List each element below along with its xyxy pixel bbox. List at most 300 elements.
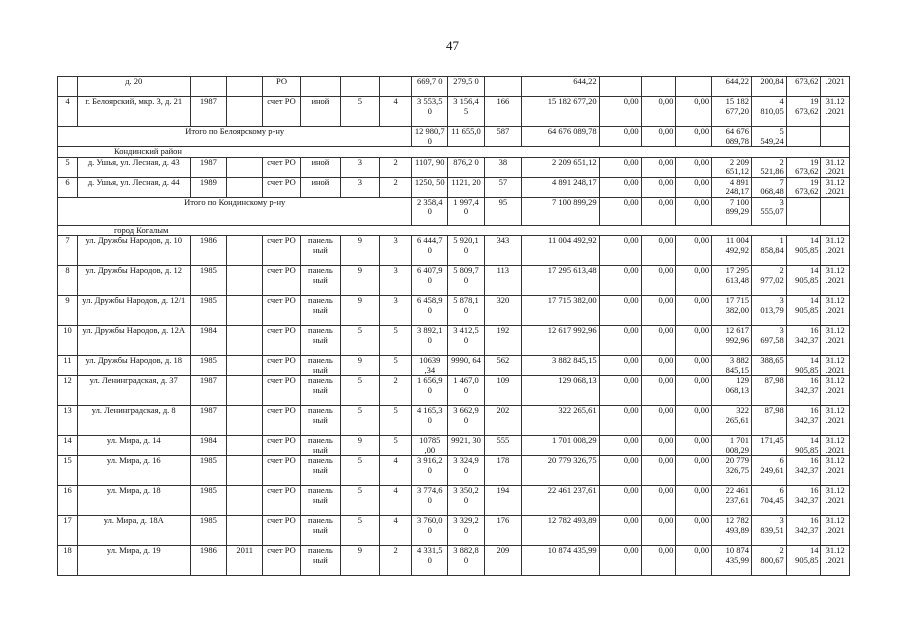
table-cell: 320 [484,296,521,326]
table-cell: ул. Дружбы Народов, д. 10 [77,236,190,266]
table-cell: 2 358,4 0 [412,197,448,225]
table-cell: 200,84 [752,77,787,97]
table-cell: 7 [58,236,78,266]
table-cell: панель ный [300,326,340,356]
table-cell: ул. Дружбы Народов, д. 12/1 [77,296,190,326]
table-cell: 16 342,37 [786,406,821,436]
table-cell: 5 [379,356,412,376]
table-cell: 31.12 .2021 [821,266,850,296]
table-cell: 0,00 [599,326,641,356]
total-row [58,197,850,225]
table-cell: 5 [379,436,412,456]
table-cell: ул. Дружбы Народов, д. 12 [77,266,190,296]
table-cell: 3 [379,266,412,296]
table-cell: 5 [340,376,379,406]
table-cell: 2 [379,157,412,177]
table-cell: 1 656,9 0 [412,376,448,406]
table-cell: 0,00 [676,356,712,376]
table-cell: 14 905,85 [786,266,821,296]
table-cell: 12 782 493,89 [521,516,599,546]
table-cell: 87,98 [752,406,787,436]
table-cell [227,356,263,376]
table-cell: 9921, 30 [448,436,485,456]
table-cell: 12 617 992,96 [521,326,599,356]
table-cell: 3 882 845,15 [712,356,752,376]
table-cell: 10 [58,326,78,356]
table-cell: панель ный [300,486,340,516]
table-cell: 5 [340,486,379,516]
table-row [58,236,850,266]
table-cell: 11 004 492,92 [521,236,599,266]
table-cell: 0,00 [641,236,676,266]
table-row [58,97,850,127]
table-cell: 0,00 [641,516,676,546]
table-cell: 16 342,37 [786,456,821,486]
table-cell: 14 905,85 [786,236,821,266]
table-cell: 31.12 .2021 [821,236,850,266]
table-cell: 1984 [190,326,227,356]
table-cell: 322 265,61 [521,406,599,436]
table-cell: 0,00 [676,236,712,266]
table-cell: 0,00 [599,197,641,225]
table-cell: 1986 [190,236,227,266]
table-cell: 2 [379,177,412,197]
table-cell: 0,00 [599,436,641,456]
table-cell: 2 [379,376,412,406]
table-cell: 0,00 [599,177,641,197]
table-row [58,177,850,197]
table-cell: 18 [58,546,78,576]
table-cell: 4 [379,516,412,546]
table-cell: 1985 [190,266,227,296]
table-cell: 1987 [190,97,227,127]
table-row [58,266,850,296]
table-cell [58,77,78,97]
table-cell: 14 905,85 [786,356,821,376]
table-cell: 1121, 20 [448,177,485,197]
table-cell: 9 [340,236,379,266]
table-cell: 22 461 237,61 [712,486,752,516]
table-cell: 1985 [190,516,227,546]
table-cell: 5 809,7 0 [448,266,485,296]
table-cell: 0,00 [676,376,712,406]
table-cell: 20 779 326,75 [521,456,599,486]
table-cell [599,77,641,97]
table-cell: 3 350,2 0 [448,486,485,516]
table-cell: иной [300,177,340,197]
table-cell: 0,00 [641,266,676,296]
table-cell: 31.12 .2021 [821,486,850,516]
table-cell: 10785 ,00 [412,436,448,456]
table-cell: 5 920,1 0 [448,236,485,266]
table-cell: 31.12 .2021 [821,296,850,326]
table-cell: 0,00 [641,157,676,177]
table-cell: .2021 [821,77,850,97]
table-cell: 9 [340,436,379,456]
table-cell: 178 [484,456,521,486]
table-cell: 15 [58,456,78,486]
housing-table [57,76,850,576]
table-cell: счет РО [263,97,301,127]
table-cell: ул. Мира, д. 14 [77,436,190,456]
table-cell: 12 [58,376,78,406]
table-cell: счет РО [263,516,301,546]
table-cell [227,157,263,177]
table-cell: 31.12 .2021 [821,97,850,127]
table-cell: 0,00 [599,406,641,436]
table-cell: 2 977,02 [752,266,787,296]
table-cell: 1989 [190,177,227,197]
table-cell: 3 412,5 0 [448,326,485,356]
table-cell: 0,00 [599,486,641,516]
table-cell [227,77,263,97]
table-cell: д. 20 [77,77,190,97]
table-cell: 12 980,7 0 [412,127,448,147]
table-cell: 31.12 .2021 [821,376,850,406]
table-row [58,326,850,356]
table-cell: 14 [58,436,78,456]
table-cell: 5 [58,157,78,177]
table-cell: 5 [379,326,412,356]
table-row [58,376,850,406]
table-cell: 11 [58,356,78,376]
table-cell: 17 295 613,48 [712,266,752,296]
total-row [58,127,850,147]
table-cell: 1107, 90 [412,157,448,177]
table-cell: 3 760,0 0 [412,516,448,546]
table-cell: 4 331,5 0 [412,546,448,576]
table-row [58,516,850,546]
table-cell: 555 [484,436,521,456]
table-cell: 12 617 992,96 [712,326,752,356]
table-cell: 0,00 [599,97,641,127]
table-cell [786,127,821,147]
table-cell: 669,7 0 [412,77,448,97]
table-cell: 0,00 [676,436,712,456]
table-cell: 9 [340,296,379,326]
table-cell: панель ный [300,436,340,456]
table-cell: 31.12 .2021 [821,436,850,456]
table-cell: счет РО [263,296,301,326]
table-cell: 5 [340,97,379,127]
table-cell [227,516,263,546]
table-cell: панель ный [300,546,340,576]
table-cell: 0,00 [641,177,676,197]
table-cell: 14 905,85 [786,546,821,576]
table-cell: 11 004 492,92 [712,236,752,266]
table-cell: панель ный [300,516,340,546]
table-cell: 3 [379,296,412,326]
table-cell: 1987 [190,376,227,406]
table-cell: 129 068,13 [712,376,752,406]
table-cell: 1985 [190,456,227,486]
table-cell [786,197,821,225]
table-row [58,406,850,436]
table-cell: ул. Мира, д. 19 [77,546,190,576]
table-cell: 2 [379,546,412,576]
table-cell: 38 [484,157,521,177]
table-cell: 209 [484,546,521,576]
table-cell: иной [300,97,340,127]
table-cell: 31.12 .2021 [821,356,850,376]
table-cell: 113 [484,266,521,296]
table-cell: 0,00 [641,296,676,326]
table-cell: 176 [484,516,521,546]
table-row [58,456,850,486]
table-cell: 31.12 .2021 [821,516,850,546]
table-cell [641,77,676,97]
table-cell: 0,00 [676,296,712,326]
table-cell: 9 [340,356,379,376]
table-cell: счет РО [263,157,301,177]
table-cell: 10639 ,34 [412,356,448,376]
table-cell: д. Ушья, ул. Лесная, д. 43 [77,157,190,177]
table-cell: панель ный [300,266,340,296]
table-cell: ул. Ленинградская, д. 37 [77,376,190,406]
table-cell: 31.12 .2021 [821,157,850,177]
table-cell: 9 [340,546,379,576]
table-cell: 7 100 899,29 [521,197,599,225]
table-cell: 562 [484,356,521,376]
table-cell: 3 882 845,15 [521,356,599,376]
table-cell: д. Ушья, ул. Лесная, д. 44 [77,177,190,197]
table-cell: 2 800,67 [752,546,787,576]
table-cell: 9 [340,266,379,296]
table-cell: 0,00 [676,546,712,576]
table-cell: ул. Ленинградская, д. 8 [77,406,190,436]
table-cell: 19 673,62 [786,177,821,197]
table-cell: 4 810,05 [752,97,787,127]
table-cell: счет РО [263,266,301,296]
table-cell: 0,00 [599,356,641,376]
table-cell: 64 676 089,78 [521,127,599,147]
table-cell: 9990, 64 [448,356,485,376]
table-cell [227,296,263,326]
table-cell [227,406,263,436]
table-cell: 5 [340,516,379,546]
table-cell: 1 997,4 0 [448,197,485,225]
table-cell: 3 [340,157,379,177]
table-cell: 3 [379,236,412,266]
table-cell: счет РО [263,486,301,516]
section-row [58,147,850,158]
table-cell: 13 [58,406,78,436]
table-cell: 31.12 .2021 [821,456,850,486]
table-cell: 0,00 [641,197,676,225]
table-cell: 10 874 435,99 [521,546,599,576]
table-cell: 0,00 [641,127,676,147]
table-cell: 0,00 [641,97,676,127]
table-cell: панель ный [300,236,340,266]
table-cell: 1985 [190,356,227,376]
table-cell: 5 [379,406,412,436]
table-cell [340,77,379,97]
table-cell: 4 [379,456,412,486]
table-cell: 6 458,9 0 [412,296,448,326]
table-cell: 876,2 0 [448,157,485,177]
table-cell [190,77,227,97]
table-cell: ул. Мира, д. 16 [77,456,190,486]
table-cell: 388,65 [752,356,787,376]
table-cell: 0,00 [641,546,676,576]
table-cell: 129 068,13 [521,376,599,406]
table-cell: 0,00 [676,486,712,516]
table-cell: счет РО [263,356,301,376]
table-cell: 2 209 651,12 [712,157,752,177]
total-label: Итого по Кондинскому р-ну [58,197,412,225]
table-cell: 16 342,37 [786,376,821,406]
table-cell: 3 882,8 0 [448,546,485,576]
table-cell: 0,00 [676,157,712,177]
table-cell: 0,00 [676,197,712,225]
table-cell: 17 295 613,48 [521,266,599,296]
table-cell: 0,00 [676,326,712,356]
table-cell: 3 329,2 0 [448,516,485,546]
table-cell: 644,22 [521,77,599,97]
table-cell: 12 782 493,89 [712,516,752,546]
table-cell: ул. Мира, д. 18 [77,486,190,516]
table-cell: 1 467,0 0 [448,376,485,406]
table-cell: панель ный [300,406,340,436]
table-cell: РО [263,77,301,97]
table-cell: 194 [484,486,521,516]
table-cell [227,266,263,296]
table-cell: 673,62 [786,77,821,97]
table-cell: 587 [484,127,521,147]
table-cell [227,456,263,486]
table-cell: 192 [484,326,521,356]
table-cell: 16 342,37 [786,516,821,546]
table-cell: 10 874 435,99 [712,546,752,576]
table-cell: г. Белоярский, мкр. 3, д. 21 [77,97,190,127]
table-cell: 2 521,86 [752,157,787,177]
table-cell: 0,00 [641,456,676,486]
section-title: город Когалым [58,225,850,236]
table-cell: 19 673,62 [786,97,821,127]
table-cell: 0,00 [641,486,676,516]
table-cell: 87,98 [752,376,787,406]
table-cell: 7 100 899,29 [712,197,752,225]
table-cell [227,97,263,127]
table-cell: 5 [340,406,379,436]
table-cell [227,236,263,266]
table-cell: 0,00 [599,516,641,546]
table-cell: 0,00 [599,376,641,406]
table-cell: 5 [340,326,379,356]
table-cell: 0,00 [599,236,641,266]
table-cell: 166 [484,97,521,127]
table-cell: 0,00 [599,157,641,177]
table-cell: 1986 [190,546,227,576]
table-cell: счет РО [263,326,301,356]
table-cell: 17 715 382,00 [712,296,752,326]
table-cell: 57 [484,177,521,197]
table-cell: 1985 [190,486,227,516]
table-cell: 1250, 50 [412,177,448,197]
table-cell: 1 858,84 [752,236,787,266]
table-cell [227,177,263,197]
table-cell: 4 [58,97,78,127]
table-cell: 17 715 382,00 [521,296,599,326]
table-cell: 0,00 [676,456,712,486]
table-cell: 17 [58,516,78,546]
table-cell: панель ный [300,296,340,326]
table-cell: 20 779 326,75 [712,456,752,486]
table-cell: 0,00 [599,127,641,147]
table-row [58,157,850,177]
table-cell: 0,00 [599,266,641,296]
table-cell: 279,5 0 [448,77,485,97]
table-cell: счет РО [263,546,301,576]
table-cell: 19 673,62 [786,157,821,177]
table-cell: 0,00 [641,376,676,406]
table-cell: 0,00 [676,266,712,296]
table-cell: 322 265,61 [712,406,752,436]
table-cell: 3 839,51 [752,516,787,546]
table-cell: 3 553,5 0 [412,97,448,127]
section-title: Кондинский район [58,147,850,158]
table-row [58,356,850,376]
table-cell: 0,00 [641,326,676,356]
table-cell: 0,00 [599,456,641,486]
table-cell: 0,00 [599,296,641,326]
total-label: Итого по Белоярскому р-ну [58,127,412,147]
table-cell: 0,00 [599,546,641,576]
table-cell: 171,45 [752,436,787,456]
table-cell: 1987 [190,157,227,177]
table-cell: 6 249,61 [752,456,787,486]
table-cell: 1987 [190,406,227,436]
table-cell: 3 324,9 0 [448,456,485,486]
table-cell: 0,00 [641,406,676,436]
table-cell: 3 [340,177,379,197]
table-cell [821,127,850,147]
table-cell: 109 [484,376,521,406]
table-cell: ул. Дружбы Народов, д. 18 [77,356,190,376]
table-row [58,77,850,97]
table-cell: 0,00 [676,177,712,197]
table-cell [379,77,412,97]
table-cell: счет РО [263,406,301,436]
table-cell: 3 555,07 [752,197,787,225]
table-cell: 95 [484,197,521,225]
table-cell: 4 165,3 0 [412,406,448,436]
table-cell: 16 [58,486,78,516]
table-cell: 1 701 008,29 [521,436,599,456]
table-cell: панель ный [300,456,340,486]
table-cell: 14 905,85 [786,436,821,456]
table-cell: 7 068,48 [752,177,787,197]
table-cell: 31.12 .2021 [821,177,850,197]
table-cell: 343 [484,236,521,266]
table-cell: 0,00 [676,127,712,147]
table-cell [484,77,521,97]
table-cell: 9 [58,296,78,326]
table-cell: 31.12 .2021 [821,546,850,576]
table-cell: 4 [379,97,412,127]
table-cell: счет РО [263,456,301,486]
table-cell: иной [300,157,340,177]
table-cell: 202 [484,406,521,436]
table-cell: 15 182 677,20 [712,97,752,127]
table-cell: 5 878,1 0 [448,296,485,326]
table-cell: 4 [379,486,412,516]
table-cell: 3 774,6 0 [412,486,448,516]
table-cell: панель ный [300,356,340,376]
table-row [58,296,850,326]
table-cell: ул. Дружбы Народов, д. 12А [77,326,190,356]
table-cell: 6 [58,177,78,197]
